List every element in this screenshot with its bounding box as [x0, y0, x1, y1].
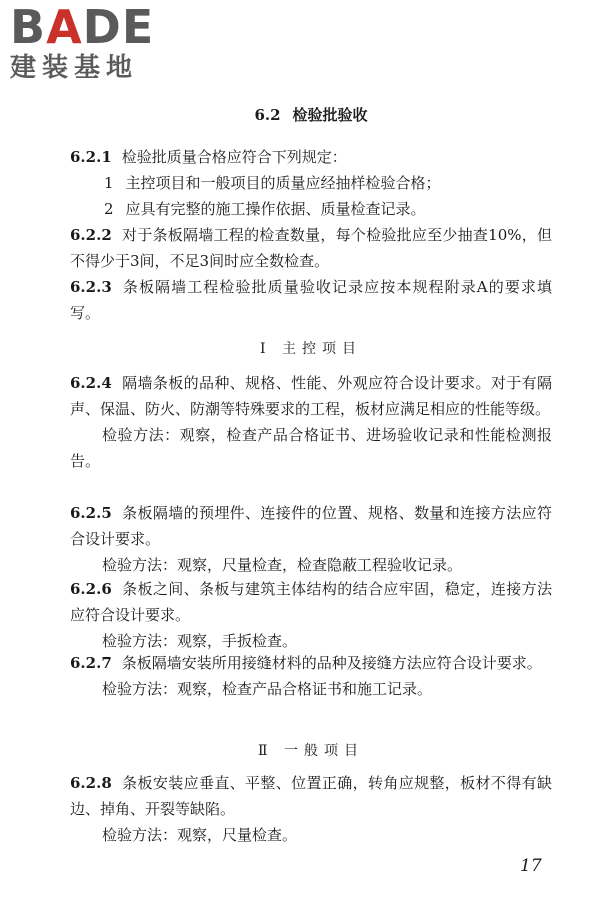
inspection-method: 检验方法：观察，尺量检查。 [102, 826, 298, 844]
clause-number: 6.2.4 [70, 374, 112, 392]
list-item-number: 2 [104, 200, 114, 218]
inspection-method: 检验方法：观察，尺量检查，检查隐蔽工程验收记录。 [102, 556, 463, 574]
clause-6-2-6 [70, 576, 552, 654]
clause-text: 条板安装应垂直、平整、位置正确，转角应规整，板材不得有缺边、掉角、开裂等缺陷。 [70, 774, 552, 818]
inspection-method: 检验方法：观察，检查产品合格证书和施工记录。 [102, 680, 433, 698]
logo-subtitle: 建装基地 [10, 53, 139, 83]
main-items-heading: Ⅰ 主控项目 [260, 341, 362, 357]
list-item-text: 主控项目和一般项目的质量应经抽样检验合格； [125, 174, 441, 192]
list-item [70, 196, 552, 222]
clause-number: 6.2.6 [70, 580, 112, 598]
list-item [70, 170, 552, 196]
logo-wordmark [10, 0, 180, 54]
clause-6-2-1 [70, 144, 552, 222]
clause-text: 条板隔墙安装所用接缝材料的品种及接缝方法应符合设计要求。 [121, 654, 542, 672]
list-item-number: 1 [104, 174, 114, 192]
clause-text: 条板隔墙工程检验批质量验收记录应按本规程附录A的要求填写。 [70, 278, 552, 322]
clause-6-2-7 [70, 650, 552, 702]
clause-6-2-3 [70, 274, 552, 326]
clause-6-2-4 [70, 370, 552, 474]
clause-text: 对于条板隔墙工程的检查数量，每个检验批应至少抽查10%，但不得少于3间，不足3间时应全数检查。 [70, 226, 552, 270]
section-title [70, 104, 552, 125]
clause-number: 6.2.1 [70, 148, 112, 166]
brand-logo [10, 0, 180, 84]
clause-text: 条板之间、条板与建筑主体结构的结合应牢固，稳定，连接方法应符合设计要求。 [70, 580, 552, 624]
section-number: 6.2 [254, 106, 281, 124]
page-number: 17 [520, 856, 542, 876]
clause-text: 条板隔墙的预埋件、连接件的位置、规格、数量和连接方法应符合设计要求。 [70, 504, 552, 548]
clause-number: 6.2.7 [70, 654, 112, 672]
clause-text: 隔墙条板的品种、规格、性能、外观应符合设计要求。对于有隔声、保温、防火、防潮等特殊要求的工程，板材应满足相应的性能等级。 [70, 374, 552, 418]
clause-number: 6.2.3 [70, 278, 112, 296]
clause-number: 6.2.8 [70, 774, 112, 792]
section-heading: 检验批验收 [292, 106, 368, 124]
clause-number: 6.2.5 [70, 504, 112, 522]
general-items-heading: Ⅱ 一般项目 [258, 743, 364, 759]
clause-6-2-2 [70, 222, 552, 274]
inspection-method: 检验方法：观察，手扳检查。 [102, 632, 298, 650]
list-item-text: 应具有完整的施工操作依据、质量检查记录。 [125, 200, 426, 218]
clause-6-2-8 [70, 770, 552, 848]
inspection-method: 检验方法：观察，检查产品合格证书、进场验收记录和性能检测报告。 [70, 426, 552, 470]
clause-text: 检验批质量合格应符合下列规定： [121, 148, 347, 166]
clause-number: 6.2.2 [70, 226, 112, 244]
clause-6-2-5 [70, 500, 552, 578]
logo-word-text: BADE [10, 0, 155, 54]
